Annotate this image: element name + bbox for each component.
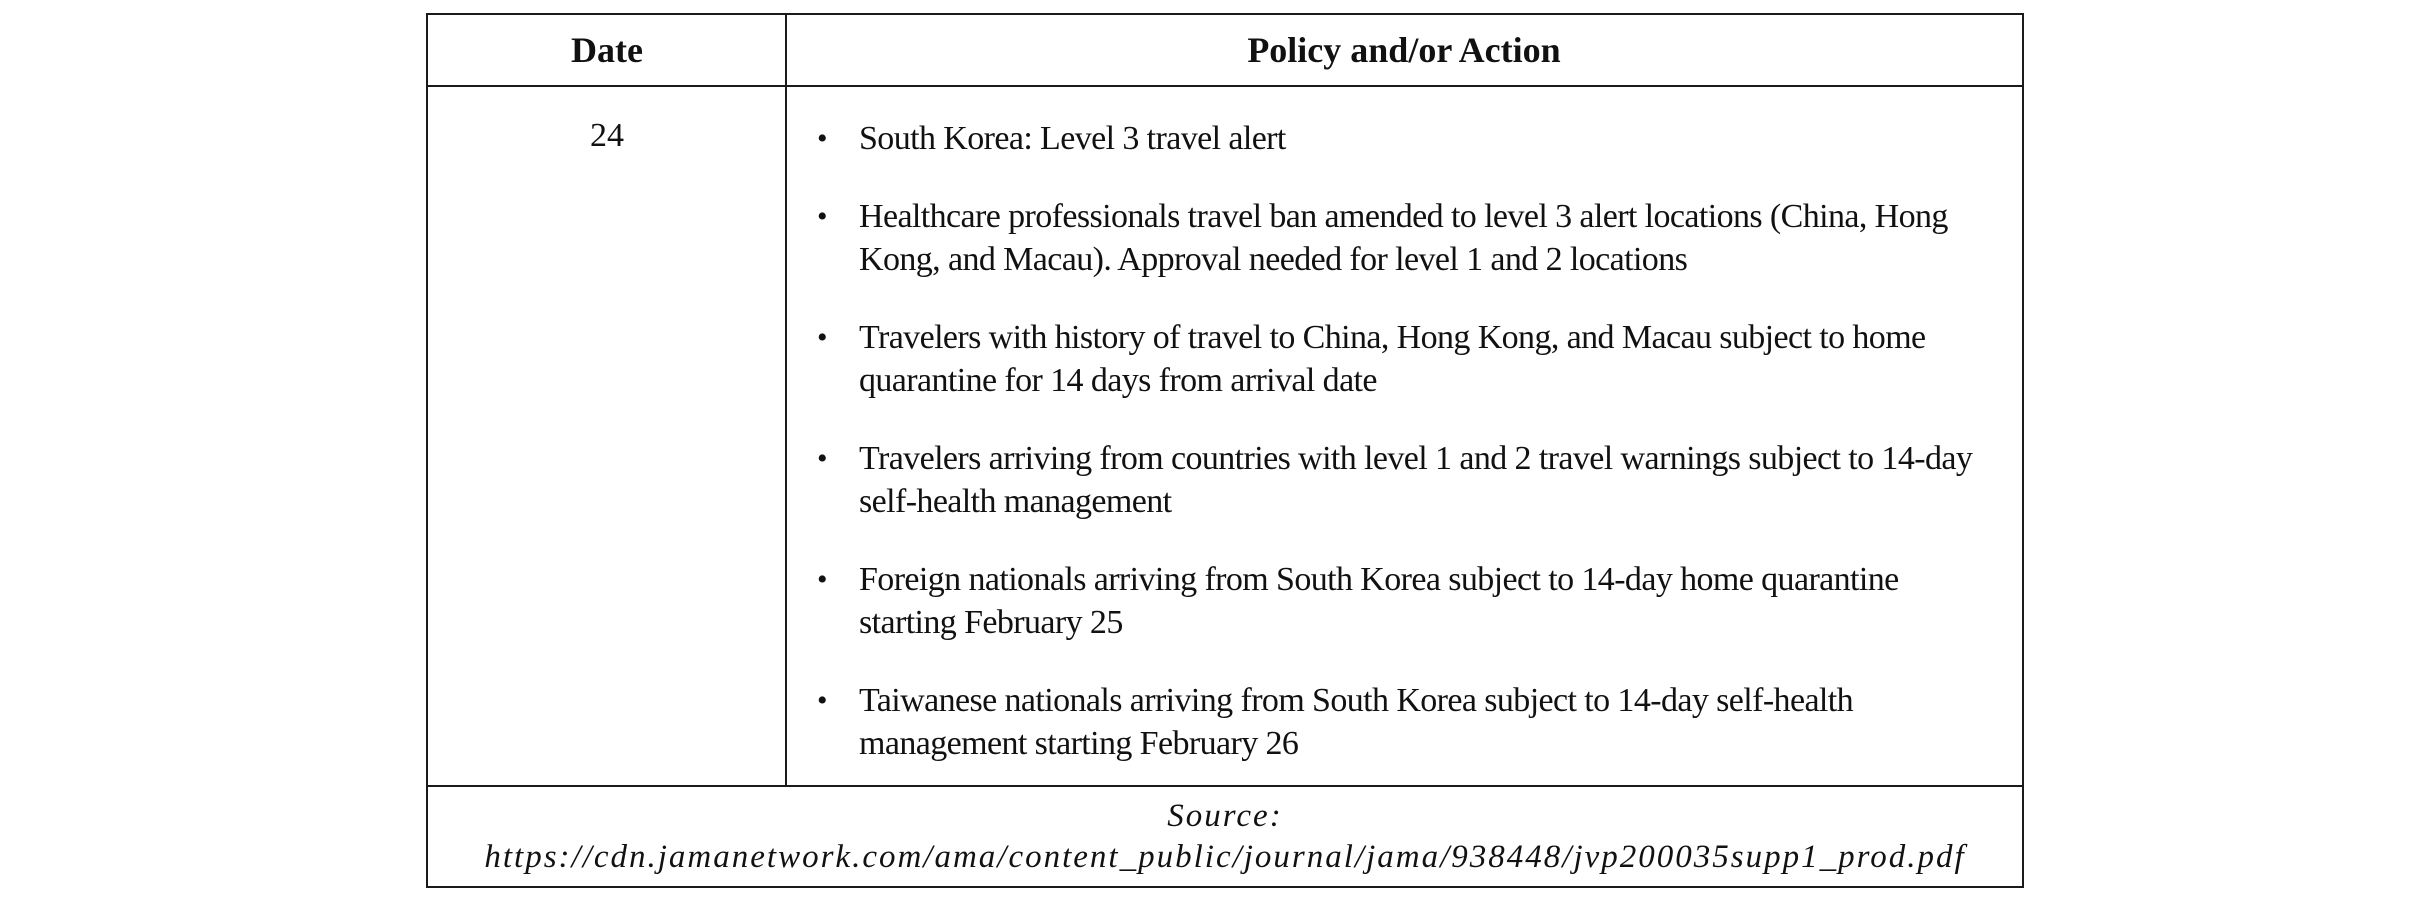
policy-list: [787, 87, 2019, 800]
policy-item-text: South Korea: Level 3 travel alert: [859, 120, 1286, 157]
policy-item-text: Healthcare professionals travel ban amended to level 3 alert locations (China, Hong Kong, and Macau). Approval needed for level 1 and 2 locations: [859, 198, 1948, 278]
policy-item: [817, 117, 1999, 160]
header-date: Date: [571, 30, 643, 70]
policy-item-text: Travelers arriving from countries with level 1 and 2 travel warnings subject to 14-day self-health management: [859, 440, 1973, 520]
policy-item-text: Taiwanese nationals arriving from South Korea subject to 14-day self-health management starting February 26: [859, 682, 1854, 762]
policy-item: [817, 316, 1999, 402]
bullet-icon: •: [817, 200, 827, 233]
bullet-icon: •: [817, 321, 827, 354]
policy-item: [817, 437, 1999, 523]
policy-table: [426, 13, 2024, 888]
bullet-icon: •: [817, 684, 827, 717]
bullet-icon: •: [817, 122, 827, 155]
bullet-icon: •: [817, 442, 827, 475]
table-header-row: [428, 15, 2022, 87]
header-policy-action: Policy and/or Action: [1247, 30, 1561, 70]
policy-item: [817, 558, 1999, 644]
date-cell: 24: [590, 117, 624, 154]
policy-item: [817, 195, 1999, 281]
bullet-icon: •: [817, 563, 827, 596]
policy-item-text: Travelers with history of travel to China, Hong Kong, and Macau subject to home quarantine for 14 days from arrival date: [859, 319, 1926, 399]
source-note: Source: https://cdn.jamanetwork.com/ama/content_public/journal/jama/938448/jvp200035supp1_prod.pdf: [428, 785, 2022, 886]
policy-item: [817, 679, 1999, 765]
policy-item-text: Foreign nationals arriving from South Korea subject to 14-day home quarantine starting February 25: [859, 561, 1899, 641]
